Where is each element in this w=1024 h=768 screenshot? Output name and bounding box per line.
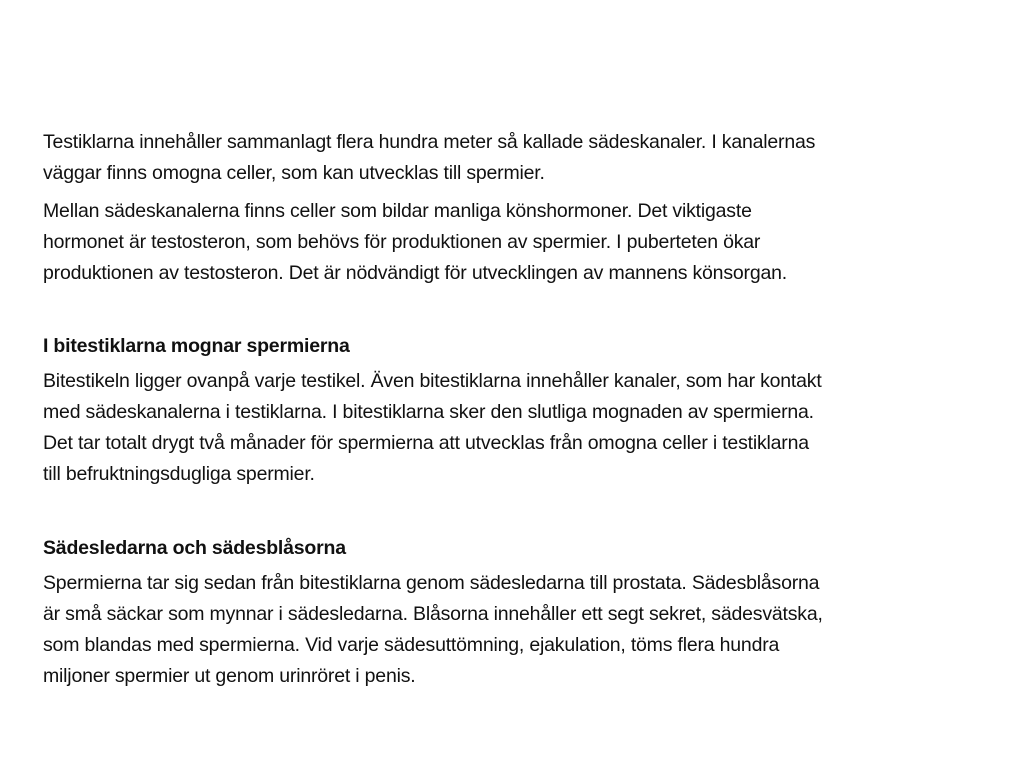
text-line: Det tar totalt drygt två månader för spermierna att utvecklas från omogna celler i testiklarna <box>43 432 809 454</box>
text-line: Bitestikeln ligger ovanpå varje testikel. Även bitestiklarna innehåller kanaler, som har kontakt <box>43 370 822 392</box>
paragraph-spermierna <box>43 568 823 692</box>
text-line: produktionen av testosteron. Det är nödvändigt för utvecklingen av mannens könsorgan. <box>43 262 787 284</box>
text-line: Testiklarna innehåller sammanlagt flera hundra meter så kallade sädeskanaler. I kanalernas <box>43 131 816 153</box>
text-line: med sädeskanalerna i testiklarna. I bitestiklarna sker den slutliga mognaden av spermierna. <box>43 401 814 423</box>
text-line: är små säckar som mynnar i sädesledarna. Blåsorna innehåller ett segt sekret, sädesvätska, <box>43 603 823 625</box>
paragraph-bitestikeln <box>43 366 822 490</box>
heading-sadesledarna <box>43 533 346 564</box>
text-line: Spermierna tar sig sedan från bitestiklarna genom sädesledarna till prostata. Sädesblåsorna <box>43 572 820 594</box>
text-line: Mellan sädeskanalerna finns celler som bildar manliga könshormoner. Det viktigaste <box>43 200 752 222</box>
section-heading: Sädesledarna och sädesblåsorna <box>43 537 346 559</box>
paragraph-hormoner <box>43 196 787 289</box>
section-heading: I bitestiklarna mognar spermierna <box>43 335 350 357</box>
heading-bitestiklarna <box>43 331 350 362</box>
text-line: miljoner spermier ut genom urinröret i penis. <box>43 665 416 687</box>
text-line: som blandas med spermierna. Vid varje sädesuttömning, ejakulation, töms flera hundra <box>43 634 780 656</box>
text-line: till befruktningsdugliga spermier. <box>43 463 315 485</box>
text-line: väggar finns omogna celler, som kan utvecklas till spermier. <box>43 162 545 184</box>
text-line: hormonet är testosteron, som behövs för produktionen av spermier. I puberteten ökar <box>43 231 761 253</box>
paragraph-testiklarna <box>43 127 815 189</box>
